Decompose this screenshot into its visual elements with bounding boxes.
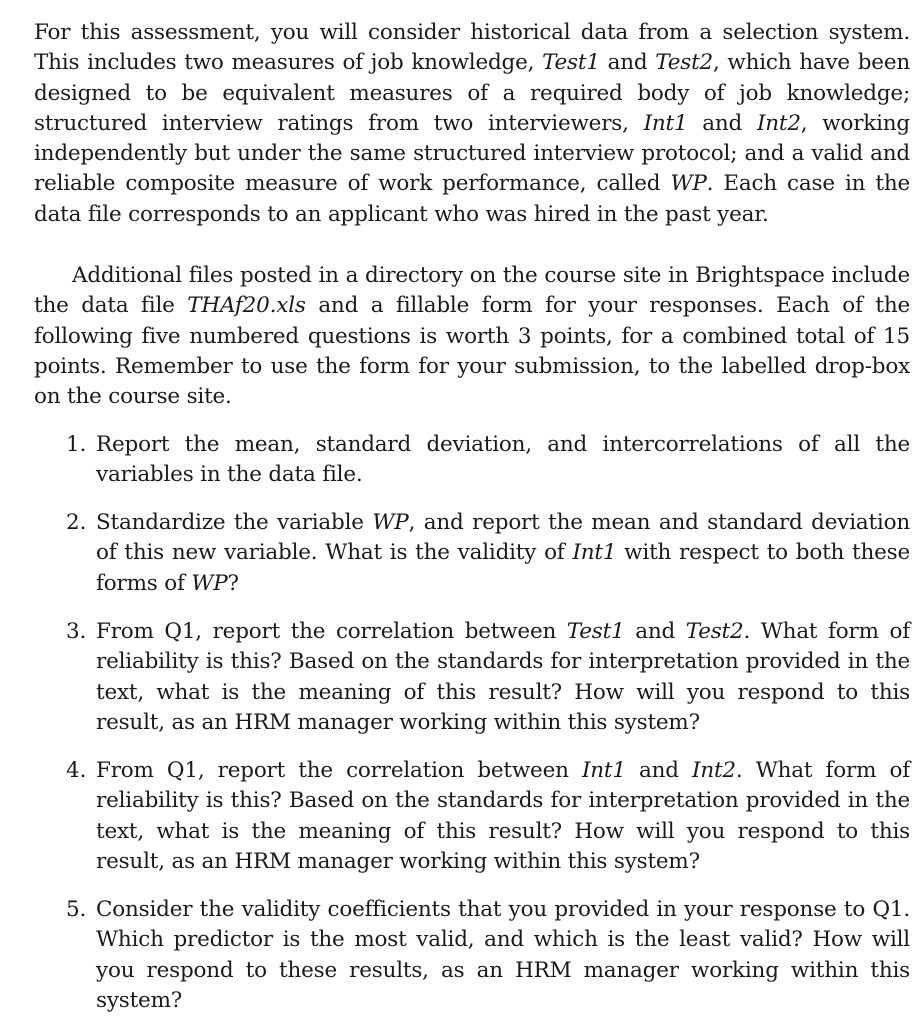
question-text <box>96 617 910 738</box>
question-text <box>96 508 910 599</box>
italic-term: Test1 <box>542 50 600 76</box>
question-item <box>66 430 910 491</box>
question-text <box>96 430 910 491</box>
text-run: and <box>599 50 656 76</box>
question-item <box>66 508 910 599</box>
text-run: and <box>687 110 757 136</box>
italic-term: Test2 <box>685 619 744 644</box>
text-run: , and report the mean and standard deviation of this new variable. What is the validity of <box>96 510 910 566</box>
intro-paragraph-1 <box>34 18 910 230</box>
question-number: 4. <box>66 758 87 783</box>
text-run: and a fillable form for your responses. Each of the following five numbered questions is worth 3 points, for a combined total of 15 points. Remember to use the form for your submission, to the labelled drop-box on the course site. <box>34 293 910 410</box>
italic-term: WP <box>372 510 409 535</box>
text-run: Report the mean, standard deviation, and intercorrelations of all the variables in the data file. <box>96 432 910 488</box>
italic-term: WP <box>670 171 707 197</box>
italic-term: Int1 <box>643 110 688 136</box>
italic-term: Test1 <box>566 619 625 644</box>
question-text <box>96 895 910 1016</box>
text-run: . What form of reliability is this? Based on the standards for interpretation provided in the text, what is the meaning of this result? How will you respond to this result, as an HRM manager working within this system? <box>96 619 910 735</box>
question-item <box>66 617 910 738</box>
italic-term: Test2 <box>655 50 713 76</box>
question-item <box>66 895 910 1016</box>
text-run: and <box>625 758 693 783</box>
text-run: . Each case in the data file corresponds to an applicant who was hired in the past year. <box>34 171 910 227</box>
text-run: ? <box>227 570 239 596</box>
text-run: , working independently but under the same structured interview protocol; and a valid and reliable composite measure of work performance, called <box>34 110 910 197</box>
text-run: From Q1, report the correlation between <box>96 758 582 783</box>
italic-term: Int2 <box>756 110 801 136</box>
question-number: 3. <box>66 619 87 644</box>
italic-term: Int2 <box>692 758 736 783</box>
italic-term: THAf20.xls <box>187 293 306 319</box>
italic-term: WP <box>191 570 228 596</box>
question-number: 1. <box>66 432 87 457</box>
text-run: with respect to both these forms of <box>96 540 910 596</box>
italic-term: Int1 <box>572 540 617 566</box>
text-run: . What form of reliability is this? Based on the standards for interpretation provided in the text, what is the meaning of this result? How will you respond to this result, as an HRM manager working within this system? <box>96 758 910 874</box>
question-item <box>66 756 910 877</box>
text-run: Additional files posted in a directory on the course site in Brightspace include the data file <box>34 263 910 319</box>
intro-paragraph-2 <box>34 261 910 412</box>
text-run: For this assessment, you will consider historical data from a selection system. This includes two measures of job knowledge, <box>34 20 910 76</box>
question-text <box>96 756 910 877</box>
question-number: 5. <box>66 897 87 922</box>
italic-term: Int1 <box>581 758 626 783</box>
text-run: Consider the validity coefficients that you provided in your response to Q1. Which predictor is the most valid, and which is the least valid? How will you respond to these results, as an HRM manager working within this system? <box>96 897 910 1013</box>
text-run: , which have been designed to be equivalent measures of a required body of job knowledge; structured interview ratings from two interviewers, <box>34 50 910 136</box>
text-run: From Q1, report the correlation between <box>96 619 567 644</box>
text-run: Standardize the variable <box>96 510 373 535</box>
text-run: and <box>624 619 686 644</box>
question-number: 2. <box>66 510 87 535</box>
